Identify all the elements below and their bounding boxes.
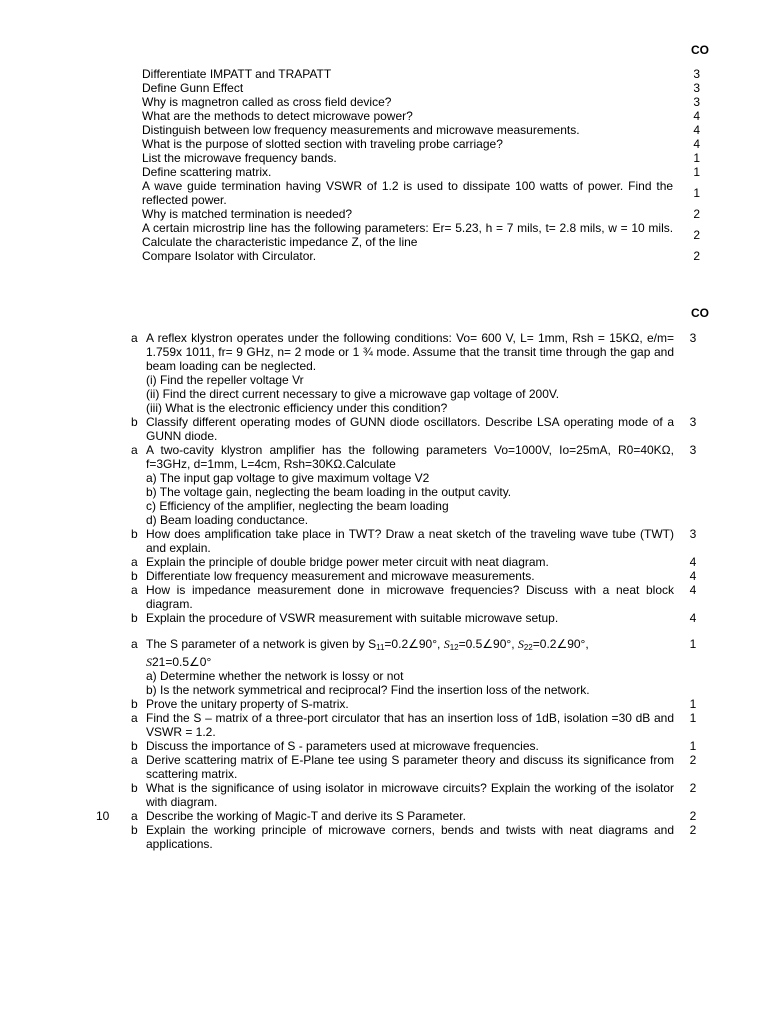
question-row (96, 527, 706, 555)
co-value: 4 (693, 137, 700, 151)
question-line: (ii) Find the direct current necessary to give a microwave gap voltage of 200V. (146, 387, 560, 401)
question-text: Prove the unitary property of S-matrix. (146, 697, 349, 711)
question-sub: b (131, 527, 138, 541)
question-row (96, 583, 706, 611)
question-sub: a (131, 711, 138, 725)
question-number (96, 753, 122, 781)
question-sub: b (131, 697, 138, 711)
question-text: Explain the procedure of VSWR measurement with suitable microwave setup. (146, 611, 559, 625)
question-number (96, 569, 122, 583)
question-text: List the microwave frequency bands. (142, 151, 337, 165)
question-sub: a (131, 555, 138, 569)
question-text: Distinguish between low frequency measurements and microwave measurements. (142, 123, 580, 137)
question-sub: b (131, 611, 138, 625)
question-sub: b (131, 569, 138, 583)
question-text: Discuss the importance of S - parameters used at microwave frequencies. (146, 739, 539, 753)
question-number (96, 739, 122, 753)
co-value: 4 (689, 569, 697, 583)
question-sub: b (131, 823, 138, 837)
question-row (142, 109, 702, 123)
co-value: 2 (689, 809, 697, 823)
part-b-co-header: CO (691, 306, 709, 320)
question-text: Define Gunn Effect (142, 81, 244, 95)
question-row (96, 555, 706, 569)
question-text: What is the significance of using isolator in microwave circuits? Explain the working of the isolator with diagram. (146, 781, 674, 809)
question-row (142, 151, 702, 165)
question-sub: a (131, 637, 138, 651)
question-number (96, 611, 122, 625)
co-value: 1 (689, 711, 697, 725)
question-row (96, 823, 706, 851)
question-text: Compare Isolator with Circulator. (142, 249, 317, 263)
co-value: 1 (693, 165, 700, 179)
co-value: 1 (689, 637, 697, 651)
co-value: 3 (689, 415, 697, 429)
question-row (96, 753, 706, 781)
question-row (96, 739, 706, 753)
question-row (142, 137, 702, 151)
question-row (142, 165, 702, 179)
question-row (96, 711, 706, 739)
question-row (142, 221, 702, 249)
question-row (96, 781, 706, 809)
question-text: Why is matched termination is needed? (142, 207, 353, 221)
co-value: 2 (693, 249, 700, 263)
co-value: 4 (693, 109, 700, 123)
question-line: c) Efficiency of the amplifier, neglecting the beam loading (146, 499, 449, 513)
part-b-questions (96, 331, 706, 851)
co-value: 4 (693, 123, 700, 137)
co-value: 3 (689, 527, 697, 541)
question-text: Define scattering matrix. (142, 165, 272, 179)
question-sub: b (131, 739, 138, 753)
question-text: How does amplification take place in TWT? Draw a neat sketch of the traveling wave tube (TWT) and explain. (146, 527, 674, 555)
question-sub: a (131, 443, 138, 457)
question-number (96, 527, 122, 555)
s-parameter-statement: The S parameter of a network is given by $S_{11}=0.2\angle 90^\circ$, $S_{12}=0.5\angle 90^\circ$, $S_{22}=0.2\angle 90^\circ$, S21=0.5∠0° (146, 637, 589, 669)
question-sub: a (131, 753, 138, 767)
question-text: A wave guide termination having VSWR of 1.2 is used to dissipate 100 watts of power. Find the reflected power. (142, 179, 674, 207)
question-line: b) Is the network symmetrical and reciprocal? Find the insertion loss of the network. (146, 683, 590, 697)
part-a-questions (142, 67, 702, 263)
question-sub: b (131, 415, 138, 429)
section-gap (96, 625, 706, 637)
question-text: How is impedance measurement done in microwave frequencies? Discuss with a neat block diagram. (146, 583, 674, 611)
question-row (142, 67, 702, 81)
question-row (142, 207, 702, 221)
question-number (96, 443, 122, 527)
question-row (142, 179, 702, 207)
question-text: Describe the working of Magic-T and derive its S Parameter. (146, 809, 466, 823)
question-line: a) Determine whether the network is lossy or not (146, 669, 404, 683)
question-row (142, 123, 702, 137)
question-sub: a (131, 331, 138, 345)
question-text (146, 637, 674, 697)
question-number: 10 (96, 809, 110, 823)
question-row (96, 443, 706, 527)
question-row (96, 697, 706, 711)
question-row (96, 415, 706, 443)
question-text (146, 331, 674, 415)
question-number (96, 823, 122, 851)
question-text: Differentiate IMPATT and TRAPATT (142, 67, 332, 81)
part-a-co-header: CO (691, 43, 709, 57)
question-row (96, 569, 706, 583)
co-value: 1 (693, 186, 700, 200)
question-sub: a (131, 809, 138, 823)
question-number (96, 583, 122, 611)
question-text: Explain the working principle of microwave corners, bends and twists with neat diagrams and applications. (146, 823, 674, 851)
question-row (96, 611, 706, 625)
co-value: 3 (689, 443, 697, 457)
co-value: 3 (693, 81, 700, 95)
question-number (96, 555, 122, 569)
question-row (142, 95, 702, 109)
co-value: 3 (693, 95, 700, 109)
co-value: 2 (693, 228, 700, 242)
question-text: What is the purpose of slotted section with traveling probe carriage? (142, 137, 503, 151)
question-text: Find the S – matrix of a three-port circulator that has an insertion loss of 1dB, isolation =30 dB and VSWR = 1.2. (146, 711, 674, 739)
question-row (96, 637, 706, 697)
co-value: 4 (689, 555, 697, 569)
question-line: d) Beam loading conductance. (146, 513, 309, 527)
question-number (96, 331, 122, 415)
co-value: 2 (689, 823, 697, 837)
question-text: Classify different operating modes of GUNN diode oscillators. Describe LSA operating mode of a GUNN diode. (146, 415, 674, 443)
question-text: A certain microstrip line has the following parameters: Er= 5.23, h = 7 mils, t= 2.8 mils, w = 10 mils. Calculate the characteristic impedance Z, of the line (142, 221, 674, 249)
question-line: A reflex klystron operates under the following conditions: Vo= 600 V, L= 1mm, Rsh = 15KΩ, e/m= 1.759x 1011, fr= 9 GHz, n= 2 mode or 1 ¾ mode. Assume that the transit time through the gap and beam loading can be neglected. (146, 331, 674, 373)
question-line: (i) Find the repeller voltage Vr (146, 373, 304, 387)
question-text: Explain the principle of double bridge power meter circuit with neat diagram. (146, 555, 549, 569)
question-text: Why is magnetron called as cross field device? (142, 95, 392, 109)
question-number (96, 711, 122, 739)
question-sub: a (131, 583, 138, 597)
question-row (96, 809, 706, 823)
question-number (96, 781, 122, 809)
question-line: a) The input gap voltage to give maximum voltage V2 (146, 471, 430, 485)
question-number (96, 697, 122, 711)
co-value: 3 (693, 67, 700, 81)
question-number (96, 415, 122, 443)
co-value: 2 (689, 781, 697, 795)
question-text (146, 443, 674, 527)
co-value: 2 (689, 753, 697, 767)
co-value: 1 (693, 151, 700, 165)
question-row (142, 249, 702, 263)
question-row (142, 81, 702, 95)
co-value: 1 (689, 697, 697, 711)
co-value: 3 (689, 331, 697, 345)
question-text: What are the methods to detect microwave power? (142, 109, 413, 123)
co-value: 4 (689, 583, 697, 597)
question-line: A two-cavity klystron amplifier has the following parameters Vo=1000V, Io=25mA, R0=40KΩ, f=3GHz, d=1mm, L=4cm, Rsh=30KΩ.Calculate (146, 443, 674, 471)
co-value: 1 (689, 739, 697, 753)
question-row (96, 331, 706, 415)
question-text: Derive scattering matrix of E-Plane tee using S parameter theory and discuss its significance from scattering matrix. (146, 753, 674, 781)
question-line: b) The voltage gain, neglecting the beam loading in the output cavity. (146, 485, 512, 499)
question-number (96, 637, 122, 697)
co-value: 2 (693, 207, 700, 221)
question-text: Differentiate low frequency measurement and microwave measurements. (146, 569, 535, 583)
question-line: (iii) What is the electronic efficiency under this condition? (146, 401, 448, 415)
question-sub: b (131, 781, 138, 795)
co-value: 4 (689, 611, 697, 625)
